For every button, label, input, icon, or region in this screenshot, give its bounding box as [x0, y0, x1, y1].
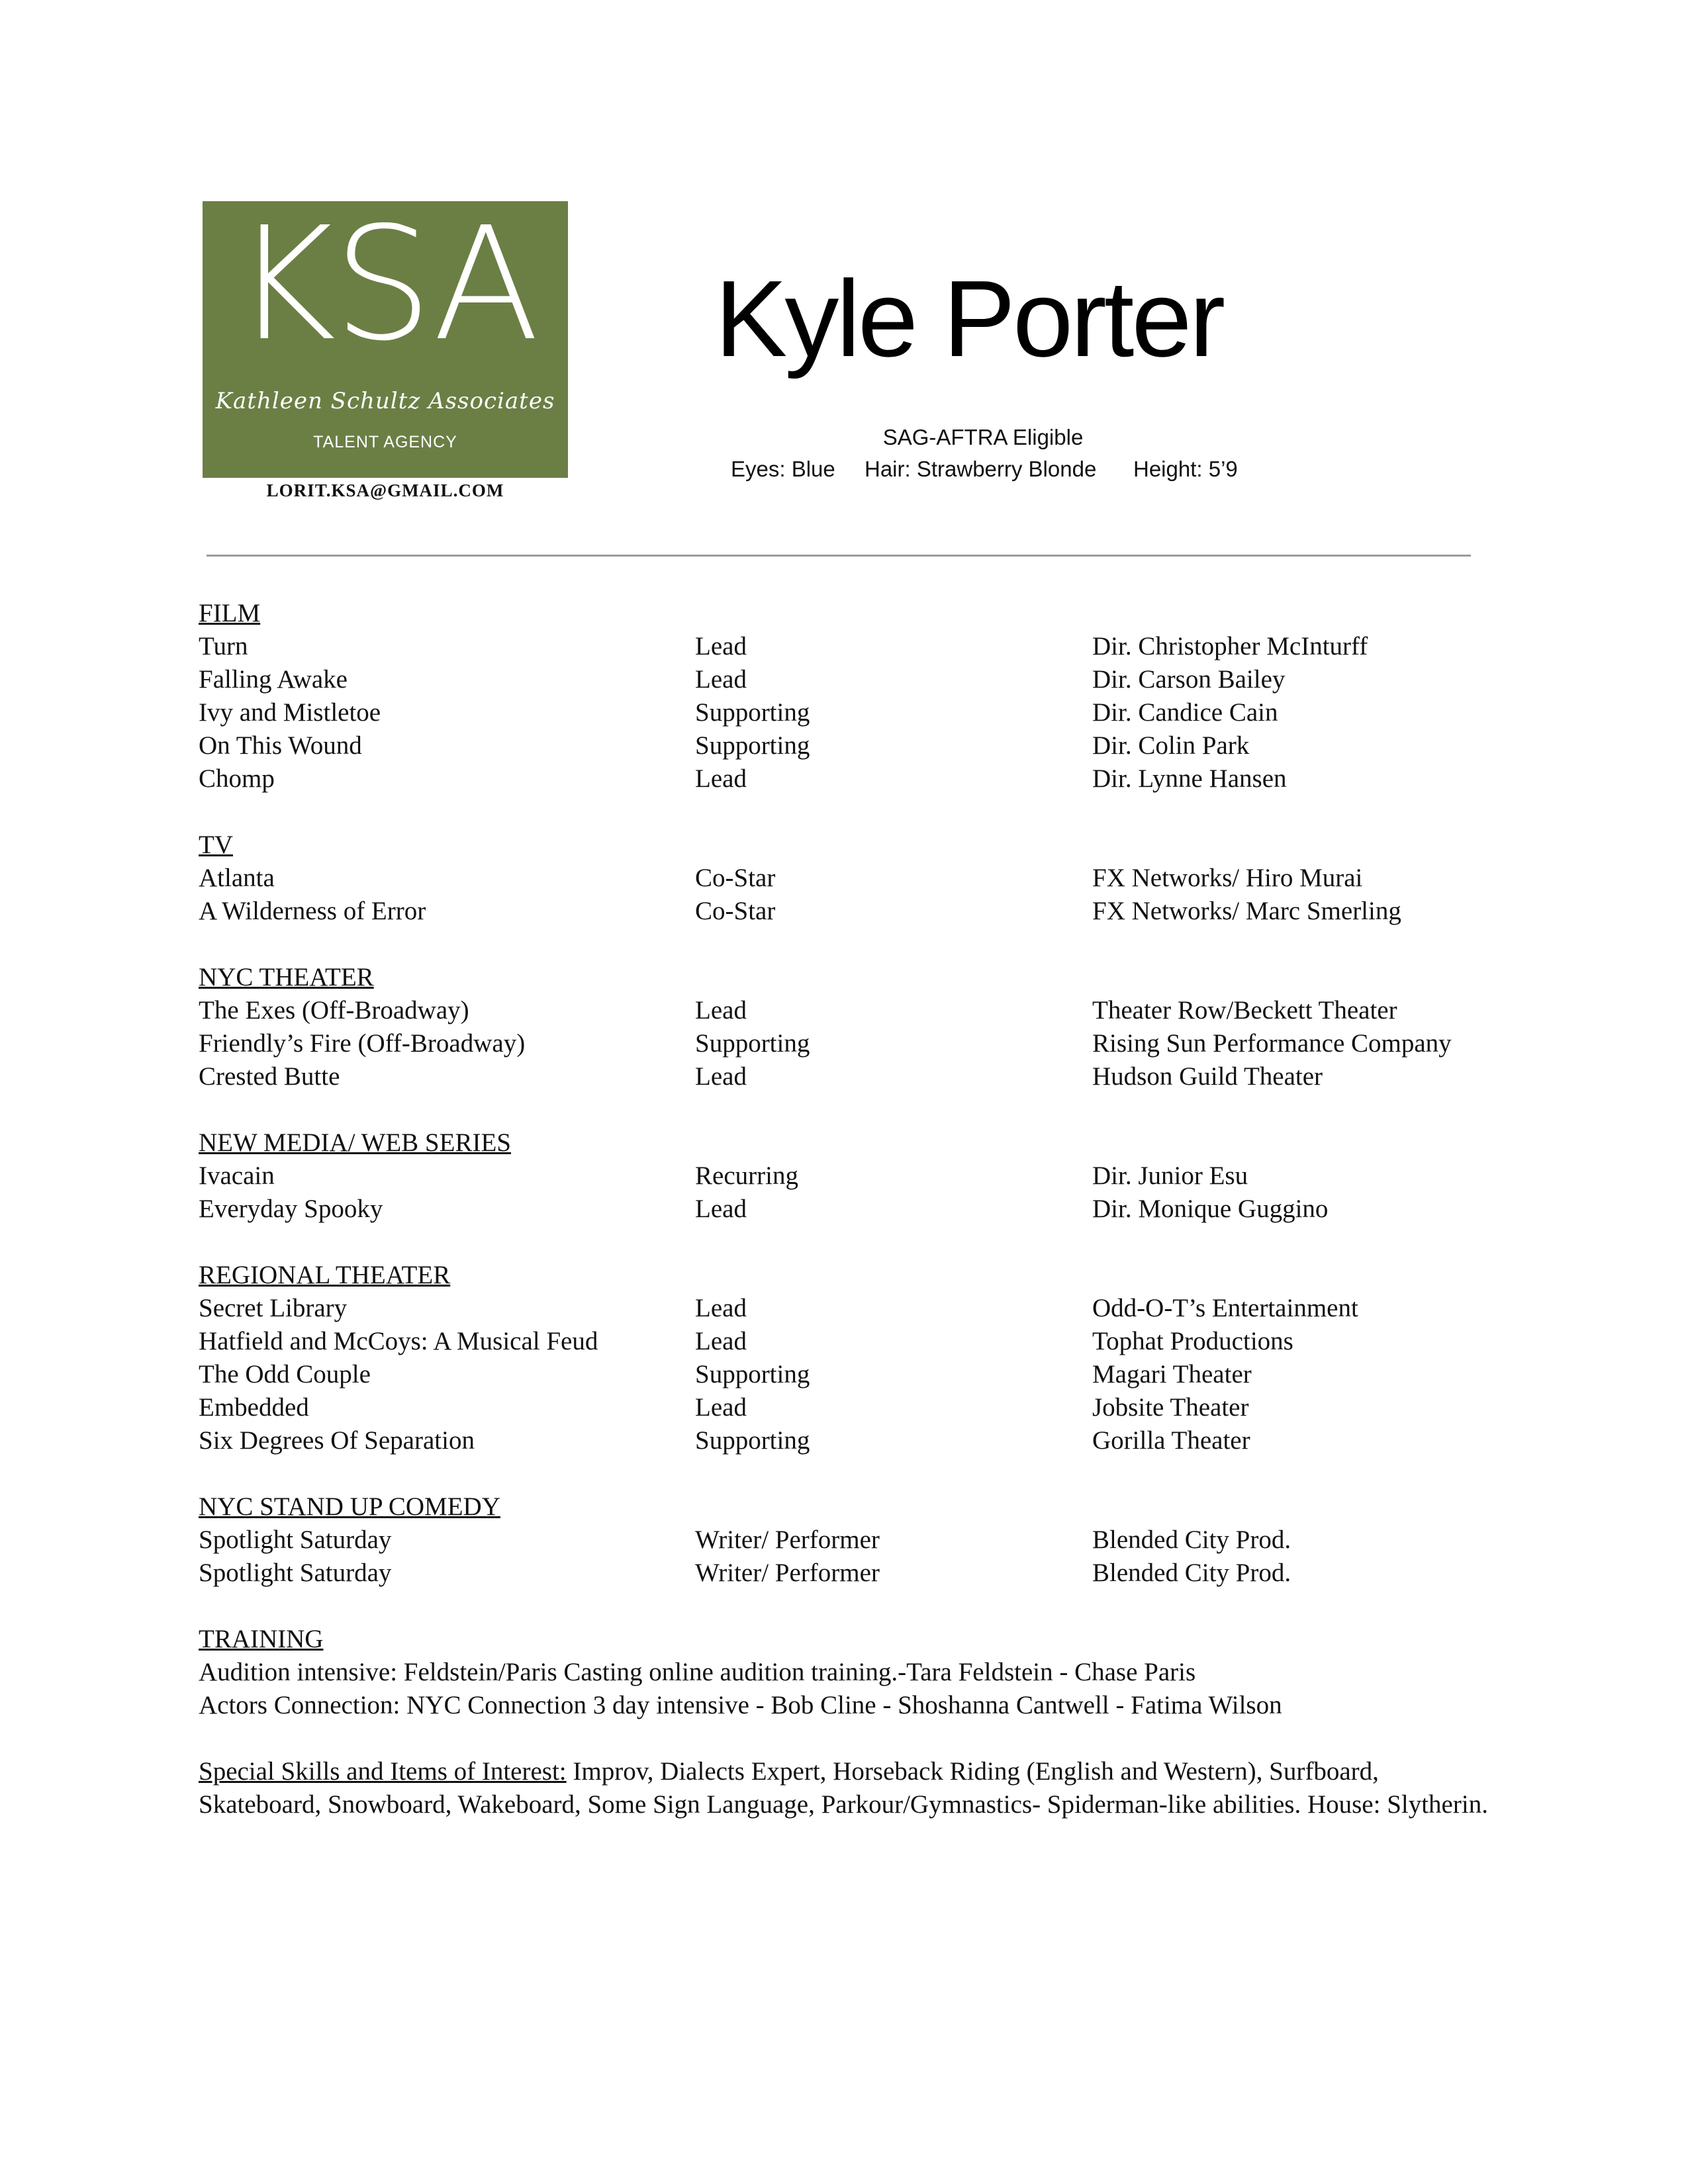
credit-title: Hatfield and McCoys: A Musical Feud	[199, 1327, 598, 1355]
credit-section	[199, 829, 1489, 928]
skills-label: Special Skills and Items of Interest:	[199, 1757, 567, 1786]
credit-title: Six Degrees Of Separation	[199, 1426, 475, 1455]
hair-stat: Hair: Strawberry Blonde	[865, 457, 1097, 481]
credit-role: Lead	[695, 1393, 747, 1422]
height-stat: Height: 5’9	[1133, 457, 1238, 481]
section-heading: FILM	[199, 599, 261, 627]
logo-agency-name: Kathleen Schultz Associates	[215, 388, 555, 414]
credit-title: Falling Awake	[199, 665, 348, 694]
credit-title: Secret Library	[199, 1294, 348, 1322]
credit-sections	[199, 597, 1489, 1590]
agency-logo	[203, 193, 568, 478]
logo-letters: KSA	[233, 193, 538, 375]
training-line: Actors Connection: NYC Connection 3 day intensive - Bob Cline - Shoshanna Cantwell - Fatima Wilson	[199, 1691, 1282, 1719]
credit-row	[199, 1060, 1489, 1093]
credit-title: Spotlight Saturday	[199, 1525, 392, 1554]
credit-row	[199, 762, 1489, 796]
special-skills	[199, 1755, 1489, 1821]
credit-row	[199, 1193, 1489, 1226]
credit-role: Lead	[695, 996, 747, 1024]
credit-row	[199, 1524, 1489, 1557]
credit-title: Ivacain	[199, 1161, 275, 1190]
credit-title: Atlanta	[199, 864, 275, 892]
credit-company: Gorilla Theater	[1092, 1426, 1250, 1455]
credit-title: Everyday Spooky	[199, 1195, 383, 1223]
credit-role: Lead	[695, 764, 747, 793]
header-divider	[207, 555, 1471, 557]
section-heading: NYC STAND UP COMEDY	[199, 1492, 500, 1521]
credit-role: Co-Star	[695, 864, 776, 892]
credit-section	[199, 597, 1489, 796]
credit-title: On This Wound	[199, 731, 362, 760]
credit-section	[199, 1259, 1489, 1457]
credit-role: Lead	[695, 1195, 747, 1223]
credit-role: Supporting	[695, 731, 810, 760]
credit-title: Crested Butte	[199, 1062, 340, 1091]
credit-company: Dir. Monique Guggino	[1092, 1195, 1329, 1223]
credit-company: FX Networks/ Marc Smerling	[1092, 897, 1401, 925]
credit-company: Dir. Candice Cain	[1092, 698, 1278, 727]
credit-row	[199, 994, 1489, 1027]
credit-company: Tophat Productions	[1092, 1327, 1293, 1355]
section-heading: TV	[199, 831, 233, 859]
credit-role: Lead	[695, 1327, 747, 1355]
credit-role: Lead	[695, 1294, 747, 1322]
credit-role: Recurring	[695, 1161, 798, 1190]
section-heading: TRAINING	[199, 1625, 324, 1653]
credit-role: Supporting	[695, 698, 810, 727]
credit-row	[199, 1292, 1489, 1325]
credit-row	[199, 1424, 1489, 1457]
credit-role: Lead	[695, 1062, 747, 1091]
credit-section	[199, 1490, 1489, 1590]
credit-company: Odd-O-T’s Entertainment	[1092, 1294, 1358, 1322]
credit-company: Dir. Colin Park	[1092, 731, 1250, 760]
credit-title: The Odd Couple	[199, 1360, 371, 1388]
credit-company: Blended City Prod.	[1092, 1525, 1291, 1554]
credit-company: Rising Sun Performance Company	[1092, 1029, 1452, 1058]
credit-company: Magari Theater	[1092, 1360, 1252, 1388]
eyes-stat: Eyes: Blue	[731, 457, 835, 481]
credit-row	[199, 696, 1489, 729]
credit-section	[199, 961, 1489, 1093]
credit-row	[199, 1391, 1489, 1424]
credit-title: Spotlight Saturday	[199, 1559, 392, 1587]
credit-row	[199, 729, 1489, 762]
contact-email[interactable]: LORIT.KSA@GMAIL.COM	[266, 480, 504, 500]
credit-row	[199, 663, 1489, 696]
credit-row	[199, 1027, 1489, 1060]
credit-role: Writer/ Performer	[695, 1525, 880, 1554]
credit-company: Hudson Guild Theater	[1092, 1062, 1323, 1091]
credit-company: Dir. Lynne Hansen	[1092, 764, 1287, 793]
credit-row	[199, 895, 1489, 928]
credit-row	[199, 862, 1489, 895]
credit-role: Supporting	[695, 1360, 810, 1388]
credit-role: Writer/ Performer	[695, 1559, 880, 1587]
logo-subtitle: TALENT AGENCY	[313, 433, 457, 451]
credit-company: Dir. Christopher McInturff	[1092, 632, 1368, 660]
section-heading: REGIONAL THEATER	[199, 1261, 451, 1289]
credit-row	[199, 1160, 1489, 1193]
credit-row	[199, 1358, 1489, 1391]
training-section	[199, 1623, 1489, 1722]
credit-company: Blended City Prod.	[1092, 1559, 1291, 1587]
credit-row	[199, 1557, 1489, 1590]
credit-company: FX Networks/ Hiro Murai	[1092, 864, 1363, 892]
resume-body	[199, 597, 1489, 1821]
credit-title: The Exes (Off-Broadway)	[199, 996, 469, 1024]
credit-company: Dir. Carson Bailey	[1092, 665, 1286, 694]
actor-name: Kyle Porter	[715, 258, 1223, 379]
skills-text: Improv, Dialects Expert, Horseback Riding (English and Western), Surfboard, Skateboard, Snowboard, Wakeboard, Some Sign Language, Parkour/Gymnastics- Spiderman-like abilities. House: Slytherin.	[199, 1757, 1488, 1819]
credit-title: Embedded	[199, 1393, 309, 1422]
credit-company: Jobsite Theater	[1092, 1393, 1249, 1422]
credit-company: Theater Row/Beckett Theater	[1092, 996, 1397, 1024]
credit-role: Lead	[695, 632, 747, 660]
credit-role: Lead	[695, 665, 747, 694]
credit-section	[199, 1126, 1489, 1226]
section-heading: NEW MEDIA/ WEB SERIES	[199, 1128, 511, 1157]
credit-role: Supporting	[695, 1029, 810, 1058]
credit-role: Supporting	[695, 1426, 810, 1455]
credit-title: Chomp	[199, 764, 275, 793]
credit-title: Ivy and Mistletoe	[199, 698, 381, 727]
credit-row	[199, 1325, 1489, 1358]
credit-title: Turn	[199, 632, 248, 660]
credit-company: Dir. Junior Esu	[1092, 1161, 1248, 1190]
credit-title: A Wilderness of Error	[199, 897, 426, 925]
credit-row	[199, 630, 1489, 663]
union-status: SAG-AFTRA Eligible	[882, 425, 1084, 449]
credit-title: Friendly’s Fire (Off-Broadway)	[199, 1029, 526, 1058]
training-line: Audition intensive: Feldstein/Paris Casting online audition training.-Tara Feldstein - Chase Paris	[199, 1658, 1196, 1686]
section-heading: NYC THEATER	[199, 963, 374, 991]
credit-role: Co-Star	[695, 897, 776, 925]
